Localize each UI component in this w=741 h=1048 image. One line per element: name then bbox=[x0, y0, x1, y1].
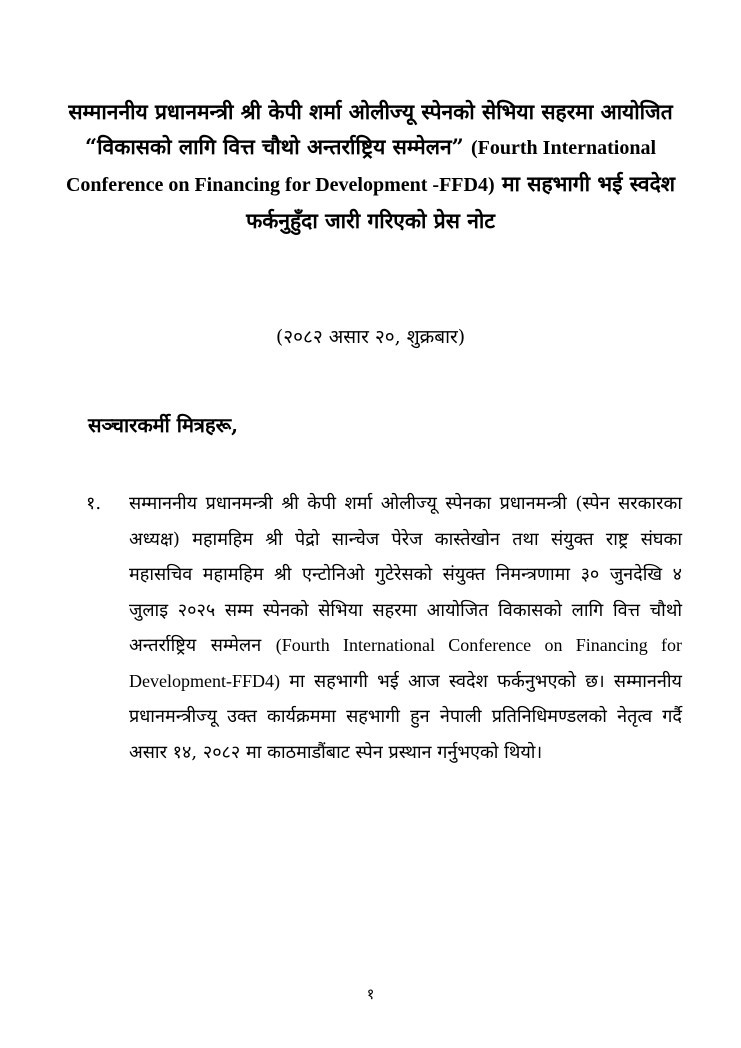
paragraph-number: १. bbox=[86, 493, 102, 514]
paragraph-text-b: मा सहभागी भई आज स्वदेश फर्कनुभएको छ। सम्माननीय प्रधानमन्त्रीज्यू उक्त कार्यक्रममा सहभागी हुन नेपाली प्रतिनिधिमण्डलको नेतृत्व गर्दै असार १४, २०८२ मा काठमाडौंबाट स्पेन प्रस्थान गर्नुभएको थियो। bbox=[129, 670, 682, 763]
title-nepali-part-2: मा सहभागी भई स्वदेश फर्कनुहुँदा जारी गरिएको प्रेस नोट bbox=[246, 171, 676, 233]
paragraph-text-a: सम्माननीय प्रधानमन्त्री श्री केपी शर्मा ओलीज्यू स्पेनका प्रधानमन्त्री (स्पेन सरकारका अध्यक्ष) महामहिम श्री पेद्रो सान्चेज पेरेज कास्तेखोन तथा संयुक्त राष्ट्र संघका महासचिव महामहिम श्री एन्टोनिओ गुटेरेसको संयुक्त निमन्त्रणामा ३० जुनदेखि ४ जुलाइ २०२५ सम्म स्पेनको सेभिया सहरमा आयोजित विकासको लागि वित्त चौथो अन्तर्राष्ट्रिय सम्मेलन bbox=[129, 493, 682, 656]
title-nepali-part-1: सम्माननीय प्रधानमन्त्री श्री केपी शर्मा ओलीज्यू स्पेनको सेभिया सहरमा आयोजित “विकासको लागि वित्त चौथो अन्तर्राष्ट्रिय सम्मेलन” bbox=[68, 99, 673, 159]
press-note-date: (२०८२ असार २०, शुक्रबार) bbox=[275, 326, 466, 348]
paragraph-1 bbox=[86, 486, 682, 770]
paragraph-body bbox=[129, 486, 682, 770]
title-english-part: (Fourth International Conference on Financing for Development -FFD4) bbox=[65, 137, 656, 196]
salutation: सञ्चारकर्मी मित्रहरू, bbox=[88, 413, 239, 437]
press-note-title bbox=[60, 94, 681, 238]
page-number: १ bbox=[366, 985, 375, 1003]
paragraph-english-text: (Fourth International Conference on Financing for Development-FFD4) bbox=[129, 635, 682, 691]
